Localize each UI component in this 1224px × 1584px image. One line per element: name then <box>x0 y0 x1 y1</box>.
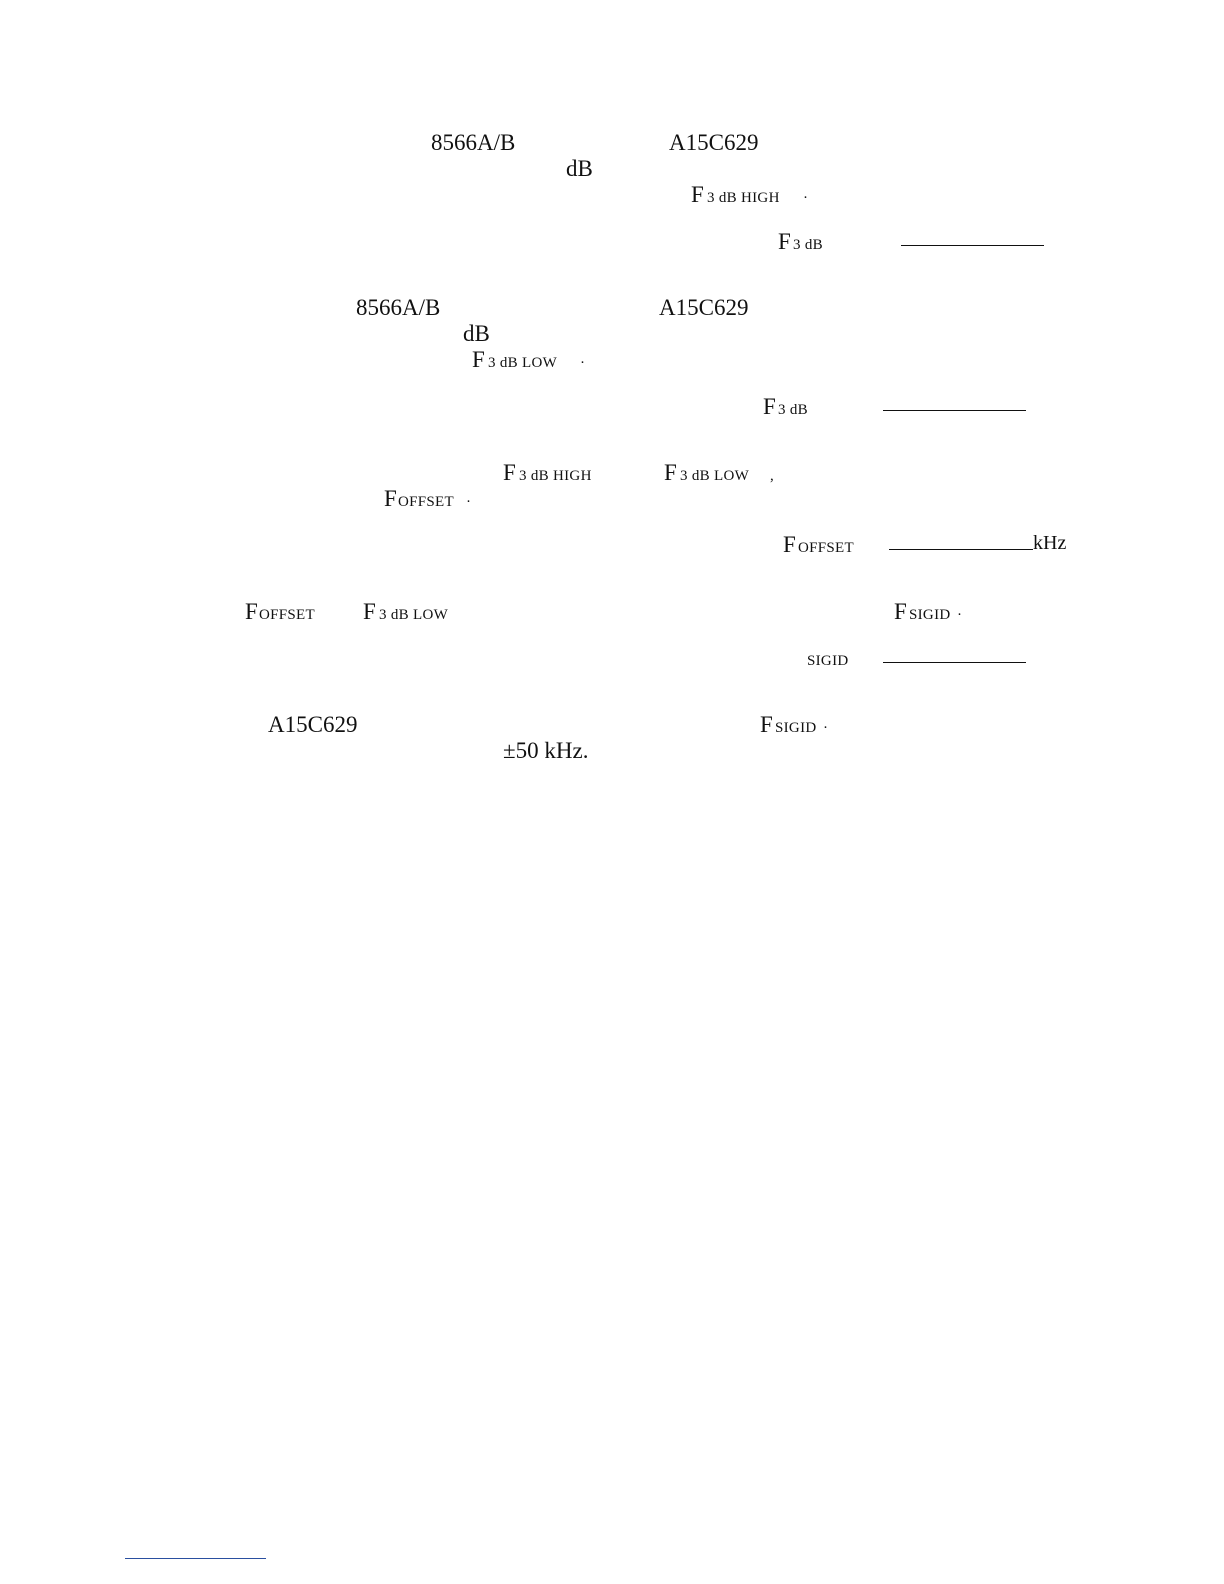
answer-blank-f3db-high[interactable] <box>901 245 1044 246</box>
symbol-f: F <box>384 486 397 511</box>
symbol-subscript: 3 dB <box>793 237 823 253</box>
tolerance-value: ±50 kHz. <box>503 738 589 763</box>
symbol-subscript: 3 dB LOW <box>379 607 449 623</box>
symbol-f: F <box>503 460 516 485</box>
punctuation: · <box>580 355 586 371</box>
unit-label: dB <box>566 156 593 181</box>
symbol-f: F <box>245 599 258 624</box>
answer-blank-f-offset[interactable] <box>889 549 1033 550</box>
symbol-subscript: 3 dB HIGH <box>519 468 592 484</box>
punctuation: · <box>957 607 963 623</box>
symbol-f: F <box>363 599 376 624</box>
symbol-f: F <box>691 182 704 207</box>
symbol-f: F <box>783 532 796 557</box>
symbol-subscript: 3 dB LOW <box>680 468 750 484</box>
footer-divider <box>125 1558 266 1559</box>
symbol-subscript: OFFSET <box>259 607 315 623</box>
symbol-f: F <box>763 394 776 419</box>
component-ref: A15C629 <box>669 130 759 155</box>
unit-label: kHz <box>1033 532 1067 554</box>
model-number: 8566A/B <box>431 130 516 155</box>
punctuation: · <box>803 190 809 206</box>
symbol-f: F <box>760 712 773 737</box>
answer-blank-f-sigid[interactable] <box>883 662 1026 663</box>
symbol-subscript: OFFSET <box>398 494 454 510</box>
symbol-f: F <box>664 460 677 485</box>
symbol-f: F <box>894 599 907 624</box>
symbol-subscript: SIGID <box>807 653 849 669</box>
symbol-f: F <box>472 347 485 372</box>
symbol-subscript: SIGID <box>909 607 951 623</box>
symbol-subscript: 3 dB <box>778 402 808 418</box>
model-number: 8566A/B <box>356 295 441 320</box>
punctuation: , <box>770 468 775 484</box>
symbol-subscript: SIGID <box>775 720 817 736</box>
unit-label: dB <box>463 321 490 346</box>
symbol-f: F <box>778 229 791 254</box>
punctuation: · <box>823 720 829 736</box>
punctuation: · <box>466 494 472 510</box>
symbol-subscript: OFFSET <box>798 540 854 556</box>
answer-blank-f3db-low[interactable] <box>883 410 1026 411</box>
symbol-subscript: 3 dB HIGH <box>707 190 780 206</box>
symbol-subscript: 3 dB LOW <box>488 355 558 371</box>
component-ref: A15C629 <box>659 295 749 320</box>
component-ref: A15C629 <box>268 712 358 737</box>
